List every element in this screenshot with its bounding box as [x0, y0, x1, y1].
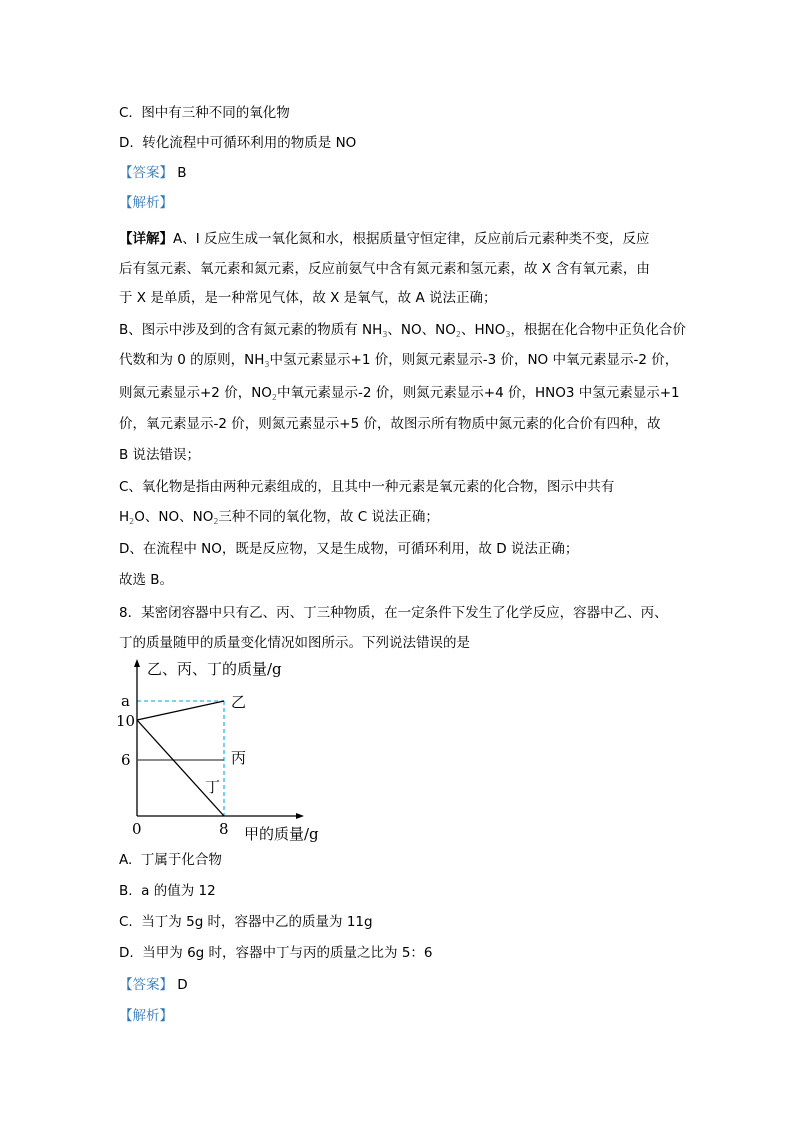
- subscript: 3: [264, 360, 270, 369]
- subscript: 3: [505, 330, 511, 339]
- text: B 说法错误；: [119, 447, 201, 463]
- x-axis-arrow-icon: [296, 813, 304, 819]
- text: 丁的质量随甲的质量变化情况如图所示。下列说法错误的是: [119, 635, 470, 651]
- answer-line: [119, 975, 188, 995]
- x-tick-0: 0: [132, 820, 142, 838]
- series-label-yi: 乙: [231, 693, 247, 711]
- answer-line: [119, 163, 187, 183]
- text: 则氮元素显示+2 价，NO: [119, 385, 272, 401]
- option-text: 当甲为 6g 时，容器中丁与丙的质量之比为 5：6: [142, 945, 433, 961]
- option-text: 丁属于化合物: [140, 852, 222, 868]
- option-a: [119, 850, 222, 870]
- option-letter: D.: [119, 945, 134, 961]
- subscript: 2: [271, 393, 278, 402]
- option-text: 当丁为 5g 时，容器中乙的质量为 11g: [141, 914, 373, 930]
- text: 代数和为 0 的原则，NH: [119, 352, 265, 368]
- option-d: [119, 943, 433, 963]
- explanation-text: 于 X 是单质，是一种常见气体，故 X 是氧气，故 A 说法正确；: [119, 290, 497, 306]
- conclusion: [119, 570, 173, 590]
- subscript: 2: [455, 330, 461, 339]
- explanation-line-d: [119, 539, 578, 559]
- option-c: [119, 912, 373, 932]
- analysis-tag: 【解析】: [119, 195, 173, 211]
- text: 三种不同的氧化物，故 C 说法正确；: [218, 509, 439, 525]
- answer-value: D: [177, 977, 188, 993]
- option-letter: D.: [119, 135, 134, 151]
- option-b: [119, 881, 216, 901]
- option-letter: C.: [119, 914, 133, 930]
- text: C、氧化物是指由两种元素组成的，且其中一种元素是氧元素的化合物，图示中共有: [119, 479, 615, 495]
- explanation-line-c1: [119, 477, 614, 497]
- series-yi-line: [137, 701, 224, 720]
- mass-chart: [110, 650, 350, 845]
- series-ding-line: [137, 720, 224, 816]
- text: 中氢元素显示+1 价，则氮元素显示-3 价，NO 中氧元素显示-2 价，: [269, 352, 679, 368]
- y-tick-6: 6: [121, 751, 131, 769]
- answer-tag: 【答案】: [119, 977, 173, 993]
- option-text: a 的值为 12: [141, 883, 216, 899]
- text: 8．某密闭容器中只有乙、丙、丁三种物质，在一定条件下发生了化学反应，容器中乙、丙、: [119, 605, 668, 621]
- y-tick-a: a: [121, 692, 130, 710]
- answer-tag: 【答案】: [119, 165, 173, 181]
- text: D、在流程中 NO，既是反应物，又是生成物，可循环利用，故 D 说法正确；: [119, 541, 579, 557]
- text: 、NO、NO: [387, 322, 456, 338]
- text: ，根据在化合物中正负化合价: [510, 322, 686, 338]
- analysis-tag: 【解析】: [119, 1008, 173, 1024]
- explanation-line: [119, 288, 496, 308]
- explanation-text: A、I 反应生成一氧化氮和水，根据质量守恒定律，反应前后元素种类不变，反应: [173, 231, 650, 247]
- answer-value: B: [177, 165, 187, 181]
- analysis-heading: [119, 193, 173, 213]
- text: B、图示中涉及到的含有氮元素的物质有 NH: [119, 322, 383, 338]
- option-letter: A.: [119, 852, 133, 868]
- text: 故选 B。: [119, 572, 174, 588]
- explanation-line-b5: [119, 445, 200, 465]
- option-letter: C.: [119, 105, 133, 121]
- text: 、HNO: [460, 322, 506, 338]
- analysis-heading: [119, 1006, 173, 1026]
- explanation-line: [119, 229, 650, 249]
- explanation-text: 后有氢元素、氧元素和氮元素，反应前氨气中含有氮元素和氢元素，故 X 含有氧元素，由: [119, 261, 650, 277]
- text: O、NO、NO: [134, 509, 214, 525]
- explanation-line-b1: [119, 320, 686, 345]
- y-axis-label: 乙、丙、丁的质量/g: [147, 660, 282, 678]
- option-text: 转化流程中可循环利用的物质是 NO: [142, 135, 357, 151]
- subscript: 3: [382, 330, 388, 339]
- explanation-line-c2: [119, 507, 439, 532]
- option-c: [119, 103, 290, 123]
- series-label-ding: 丁: [205, 778, 221, 796]
- y-tick-10: 10: [116, 712, 136, 730]
- text: 价，氧元素显示-2 价，则氮元素显示+5 价，故图示所有物质中氮元素的化合价有四种，故: [119, 416, 661, 432]
- subscript: 2: [129, 517, 135, 526]
- explanation-line-b2: [119, 350, 678, 375]
- subscript: 2: [213, 517, 219, 526]
- question-stem: [119, 603, 668, 623]
- text: 中氧元素显示-2 价，则氮元素显示+4 价，HNO3 中氢元素显示+1: [277, 385, 680, 401]
- x-axis-label: 甲的质量/g: [244, 825, 319, 843]
- explanation-line: [119, 259, 650, 279]
- detail-tag: 【详解】: [119, 231, 173, 247]
- text: H: [119, 509, 130, 525]
- y-axis-arrow-icon: [134, 659, 140, 667]
- explanation-line-b4: [119, 414, 660, 434]
- explanation-line-b3: [119, 383, 680, 408]
- series-label-bing: 丙: [231, 749, 247, 767]
- option-text: 图中有三种不同的氧化物: [141, 105, 290, 121]
- option-letter: B.: [119, 883, 133, 899]
- x-tick-8: 8: [219, 820, 229, 838]
- option-d: [119, 133, 356, 153]
